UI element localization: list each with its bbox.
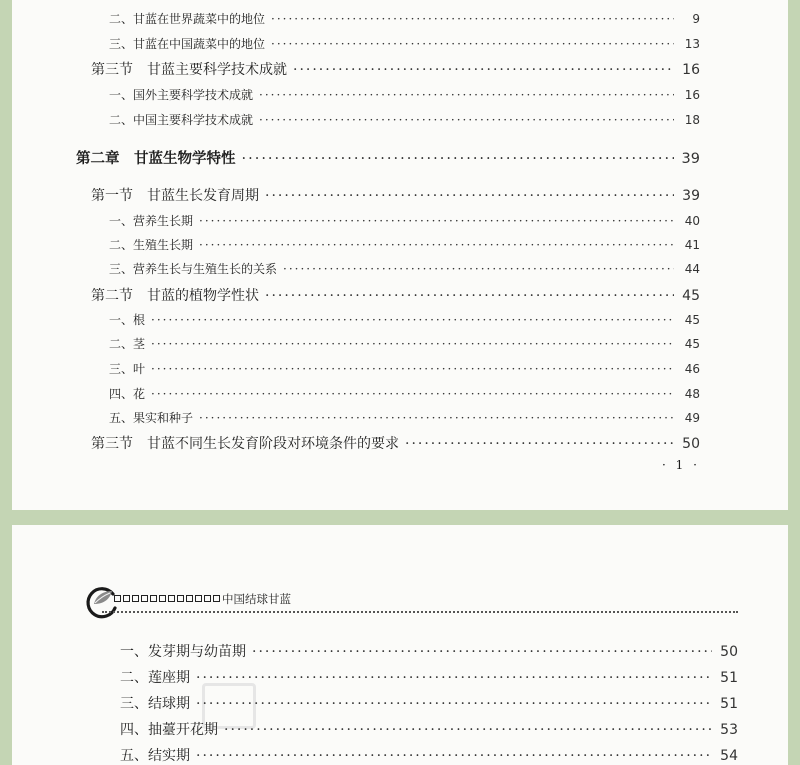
toc-entry-title: 二、生殖生长期	[109, 238, 194, 252]
toc-entry-page: 51	[720, 670, 738, 686]
leader-dots	[151, 362, 674, 376]
leader-dots	[405, 436, 674, 452]
leader-dots	[283, 262, 674, 276]
toc-entry-title: 五、结实期	[120, 748, 190, 764]
toc-entry-page: 50	[682, 436, 700, 452]
leader-dots	[252, 644, 712, 660]
toc-entry-page: 18	[684, 113, 700, 127]
toc-entry-page: 54	[720, 748, 738, 764]
toc-entry-title: 二、茎	[109, 337, 146, 351]
toc-entry-title: 一、营养生长期	[109, 214, 194, 228]
toc-entry-page: 16	[682, 62, 700, 78]
toc-entry	[109, 311, 700, 328]
toc-entry-title: 一、国外主要科学技术成就	[109, 88, 254, 102]
leader-dots	[265, 288, 674, 304]
toc-entry-title: 五、果实和种子	[109, 411, 194, 425]
toc-entry-title: 第二章 甘蓝生物学特性	[76, 150, 236, 167]
toc-entry	[109, 35, 700, 52]
toc-entry	[109, 86, 700, 103]
toc-entry	[109, 111, 700, 128]
toc-entry-title: 第三节 甘蓝不同生长发育阶段对环境条件的要求	[91, 436, 399, 452]
toc-entry	[109, 385, 700, 402]
toc-entry-page: 51	[720, 696, 738, 712]
toc-entry-title: 四、花	[109, 387, 146, 401]
toc-entry	[109, 212, 700, 229]
toc-entry-title: 三、甘蓝在中国蔬菜中的地位	[109, 37, 266, 51]
toc-page-1	[12, 0, 788, 510]
leader-dots	[224, 722, 712, 738]
leader-dots	[265, 188, 674, 204]
leader-dots	[196, 748, 712, 764]
leader-dots	[293, 62, 674, 78]
toc-entry-page: 53	[720, 722, 738, 738]
header-dotted-rule	[102, 611, 738, 613]
page-folio: · 1 ·	[662, 458, 700, 472]
toc-entry	[120, 745, 738, 765]
toc-entry-title: 二、中国主要科学技术成就	[109, 113, 254, 127]
leader-dots	[242, 151, 675, 167]
leader-dots	[271, 12, 674, 26]
leader-dots	[151, 337, 674, 351]
toc-entry	[120, 693, 738, 713]
toc-entry-title: 一、根	[109, 313, 146, 327]
leader-dots	[196, 696, 712, 712]
toc-entry-title: 三、结球期	[120, 696, 190, 712]
toc-entry-page: 45	[682, 288, 700, 304]
toc-entry	[109, 409, 700, 426]
leader-dots	[199, 238, 674, 252]
leader-dots	[259, 88, 674, 102]
toc-entry-page: 45	[684, 313, 700, 327]
header-square-ornament	[114, 595, 220, 602]
toc-entry	[109, 236, 700, 253]
toc-entry-page: 9	[692, 12, 700, 26]
toc-entry-title: 三、营养生长与生殖生长的关系	[109, 262, 278, 276]
toc-entry-page: 41	[684, 238, 700, 252]
leader-dots	[199, 411, 674, 425]
toc-entry	[91, 433, 700, 453]
toc-entry-page: 40	[684, 214, 700, 228]
toc-entry-title: 一、发芽期与幼苗期	[120, 644, 246, 660]
leader-dots	[196, 670, 712, 686]
toc-entry-title: 四、抽薹开花期	[120, 722, 218, 738]
toc-entry	[120, 719, 738, 739]
toc-entry-title: 二、甘蓝在世界蔬菜中的地位	[109, 12, 266, 26]
toc-entry-page: 50	[720, 644, 738, 660]
toc-entry	[120, 667, 738, 687]
toc-entry	[91, 59, 700, 79]
leader-dots	[151, 313, 674, 327]
toc-entry-page: 46	[684, 362, 700, 376]
running-header-title: 中国结球甘蓝	[222, 592, 291, 606]
toc-entry-page: 16	[684, 88, 700, 102]
toc-entry-title: 第一节 甘蓝生长发育周期	[91, 188, 259, 204]
toc-entry	[120, 641, 738, 661]
toc-entry-chapter	[76, 147, 700, 168]
leader-dots	[151, 387, 674, 401]
toc-entry-title: 第三节 甘蓝主要科学技术成就	[91, 62, 287, 78]
toc-entry	[91, 185, 700, 205]
toc-entry-title: 第二节 甘蓝的植物学性状	[91, 288, 259, 304]
toc-entry-title: 三、叶	[109, 362, 146, 376]
toc-entry	[109, 260, 700, 277]
toc-entry-title: 二、莲座期	[120, 670, 190, 686]
toc-entry-page: 49	[684, 411, 700, 425]
toc-entry	[109, 10, 700, 27]
toc-entry-page: 13	[684, 37, 700, 51]
toc-entry-page: 48	[684, 387, 700, 401]
leader-dots	[259, 113, 674, 127]
toc-entry-page: 39	[681, 151, 700, 167]
toc-entry	[91, 285, 700, 305]
toc-entry-page: 45	[684, 337, 700, 351]
leader-dots	[199, 214, 674, 228]
toc-entry	[109, 360, 700, 377]
toc-entry-page: 39	[682, 188, 700, 204]
toc-page-2	[12, 525, 788, 765]
toc-entry	[109, 335, 700, 352]
toc-entry-page: 44	[684, 262, 700, 276]
leader-dots	[271, 37, 674, 51]
